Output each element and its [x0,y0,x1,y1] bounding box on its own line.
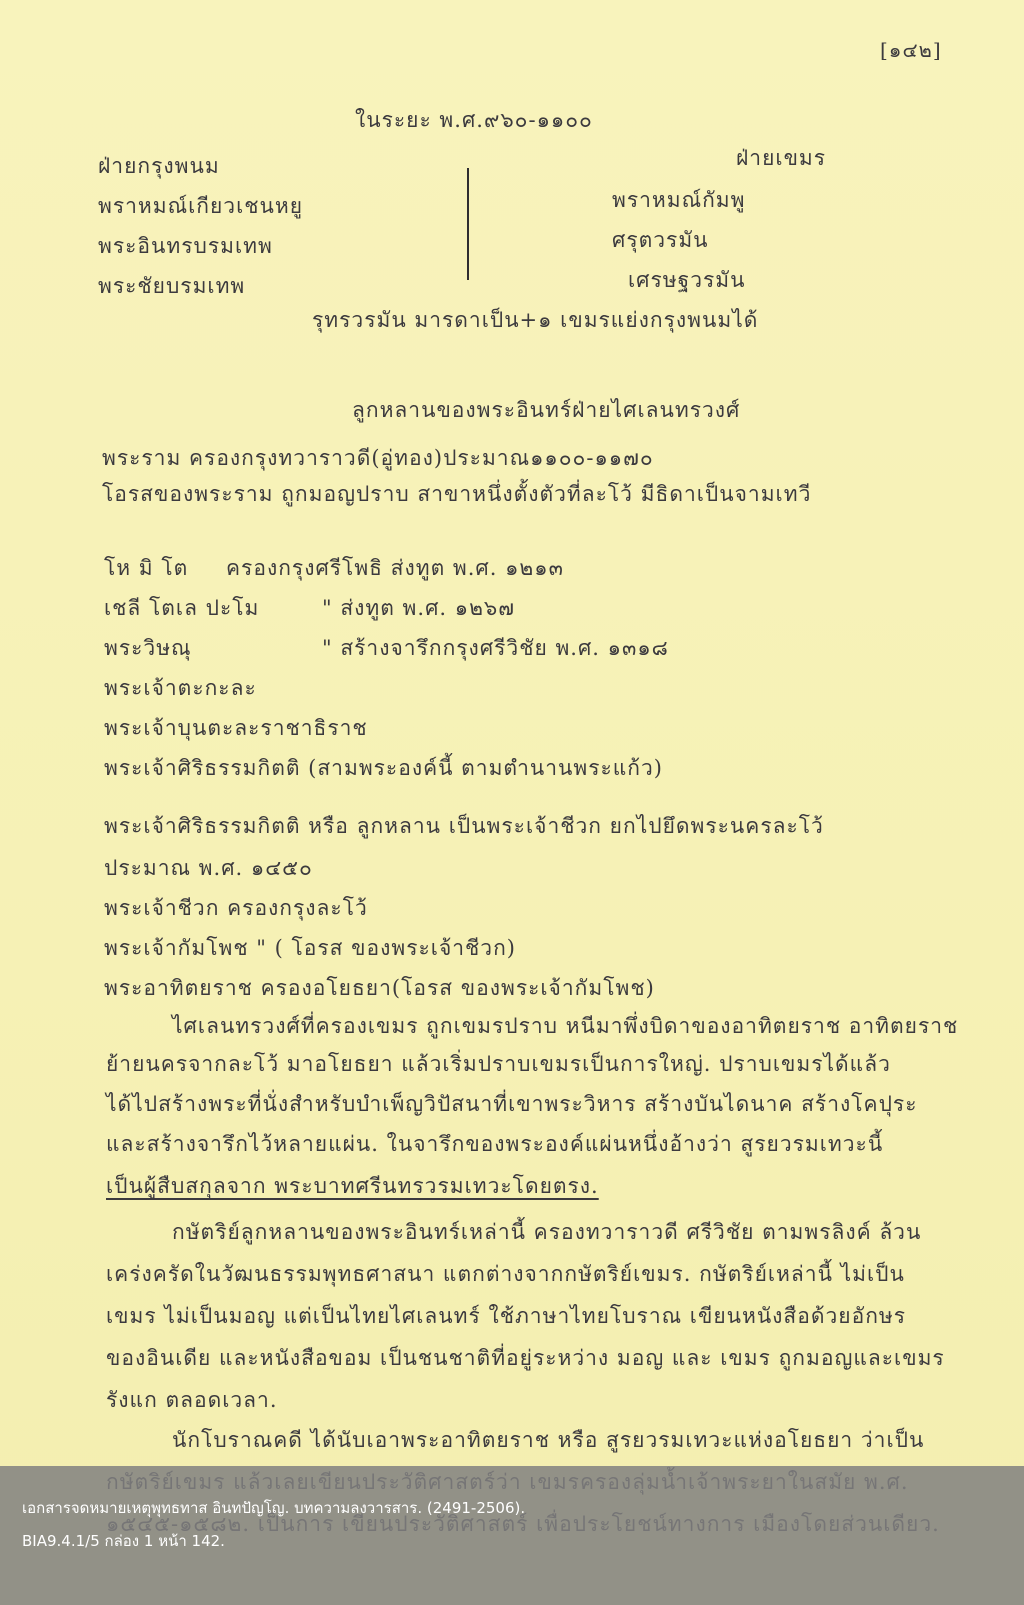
paragraph-line: กษัตริย์ลูกหลานของพระอินทร์เหล่านี้ ครองทวาราวดี ศรีวิชัย ตามพรลิงค์ ล้วน [172,1220,922,1244]
caption-line: BIA9.4.1/5 กล่อง 1 หน้า 142. [22,1532,225,1550]
right-side-item: เศรษฐวรมัน [628,268,746,292]
caption-line: เอกสารจดหมายเหตุพุทธทาส อินทปัญโญ. บทความลงวารสาร. (2491-2506). [22,1499,526,1517]
lineage-heading: ลูกหลานของพระอินทร์ฝ่ายไศเลนทรวงศ์ [352,398,741,422]
paragraph-line: ไศเลนทรวงศ์ที่ครองเขมร ถูกเขมรปราบ หนีมาพึ่งบิดาของอาทิตยราช อาทิตยราช [172,1014,959,1038]
column-divider [467,168,469,280]
text-line: พระเจ้าชีวก ครองกรุงละโว้ [104,896,368,920]
king-name: พระวิษณุ [104,636,192,660]
king-line: พระเจ้าศิริธรรมกิตติ (สามพระองค์นี้ ตามตำนานพระแก้ว) [104,756,664,780]
text-line: พระราม ครองกรุงทวาราวดี(อู่ทอง)ประมาณ๑๑๐๐-๑๑๗๐ [102,446,654,470]
left-side-item: พระอินทรบรมเทพ [98,234,273,258]
king-desc: " ส่งทูต พ.ศ. ๑๒๖๗ [322,596,516,620]
king-line: พระเจ้าบุนตะละราชาธิราช [104,716,368,740]
period-heading: ในระยะ พ.ศ.๙๖๐-๑๑๐๐ [355,108,593,132]
archive-caption [0,1466,1024,1605]
king-name: โห มิ โต [104,556,189,580]
king-desc: ครองกรุงศรีโพธิ ส่งทูต พ.ศ. ๑๒๑๓ [226,556,564,580]
text-line: ประมาณ พ.ศ. ๑๔๕๐ [104,856,313,880]
left-side-item: พระชัยบรมเทพ [98,274,246,298]
paragraph-line: เคร่งครัดในวัฒนธรรมพุทธศาสนา แตกต่างจากกษัตริย์เขมร. กษัตริย์เหล่านี้ ไม่เป็น [106,1262,905,1286]
underlined-line: เป็นผู้สืบสกุลจาก พระบาทศรีนทรวรมเทวะโดยตรง. [106,1174,599,1198]
paragraph-line: รังแก ตลอดเวลา. [106,1388,278,1412]
left-side-title: ฝ่ายกรุงพนม [98,154,220,178]
paragraph-line: ของอินเดีย และหนังสือขอม เป็นชนชาติที่อยู่ระหว่าง มอญ และ เขมร ถูกมอญและเขมร [106,1346,945,1370]
paragraph-line: นักโบราณคดี ได้นับเอาพระอาทิตยราช หรือ สูรยวรมเทวะแห่งอโยธยา ว่าเป็น [172,1428,925,1452]
king-desc: " สร้างจารึกกรุงศรีวิชัย พ.ศ. ๑๓๑๘ [322,636,669,660]
paragraph-line: และสร้างจารึกไว้หลายแผ่น. ในจารึกของพระองค์แผ่นหนึ่งอ้างว่า สูรยวรมเทวะนี้ [106,1132,884,1156]
text-line: พระเจ้าศิริธรรมกิตติ หรือ ลูกหลาน เป็นพระเจ้าชีวก ยกไปยึดพระนครละโว้ [104,814,824,838]
king-name: เชลี โตเล ปะโม [104,596,260,620]
text-line: พระเจ้ากัมโพช " ( โอรส ของพระเจ้าชีวก) [104,936,516,960]
rudra-line: รุทรวรมัน มารดาเป็น+๑ เขมรแย่งกรุงพนมได้ [312,308,759,332]
text-line: โอรสของพระราม ถูกมอญปราบ สาขาหนึ่งตั้งตัวที่ละโว้ มีธิดาเป็นจามเทวี [102,482,812,506]
left-side-item: พราหมณ์เกียวเชนหยู [98,194,304,218]
text-line: พระอาทิตยราช ครองอโยธยา(โอรส ของพระเจ้ากัมโพช) [104,976,655,1000]
king-line: พระเจ้าตะกะละ [104,676,257,700]
right-side-item: พราหมณ์กัมพู [612,188,746,212]
paragraph-line: เขมร ไม่เป็นมอญ แต่เป็นไทยไศเลนทร์ ใช้ภาษาไทยโบราณ เขียนหนังสือด้วยอักษร [106,1304,907,1328]
right-side-title: ฝ่ายเขมร [736,146,827,170]
page-number: [๑๔๒] [880,38,942,62]
paragraph-line: ย้ายนครจากละโว้ มาอโยธยา แล้วเริ่มปราบเขมรเป็นการใหญ่. ปราบเขมรได้แล้ว [106,1052,891,1076]
paragraph-line: ได้ไปสร้างพระที่นั่งสำหรับบำเพ็ญวิปัสนาที่เขาพระวิหาร สร้างบันไดนาค สร้างโคปุระ [106,1092,918,1116]
right-side-item: ศรุตวรมัน [612,228,709,252]
